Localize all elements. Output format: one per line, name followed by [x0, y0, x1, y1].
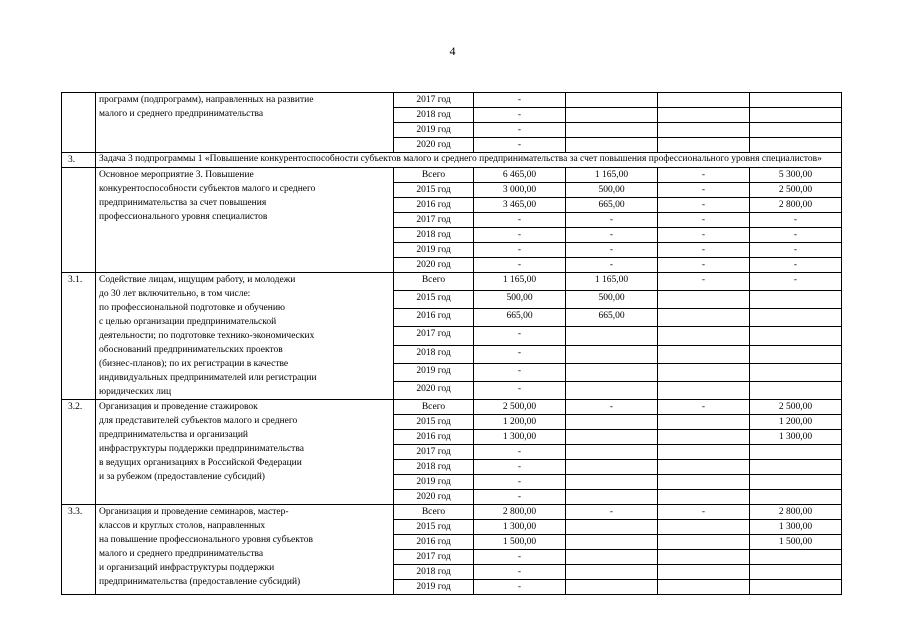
value-cell: [750, 345, 842, 363]
description-line: Организация и проведение семинаров, мастер-: [99, 507, 289, 517]
total-cell: 665,00: [474, 309, 566, 327]
value-cell: 665,00: [566, 198, 658, 213]
description-line: на повышение профессионального уровня субъектов: [99, 535, 313, 545]
value-cell: -: [750, 228, 842, 243]
value-cell: [658, 520, 750, 535]
value-cell: [566, 327, 658, 345]
description-line: предпринимательства и организаций: [99, 430, 248, 440]
total-cell: 1 300,00: [474, 430, 566, 445]
description-line: (бизнес-планов); по их регистрации в качестве: [99, 359, 289, 369]
row-description: [96, 400, 394, 505]
row-description: [96, 505, 394, 595]
year-cell: 2020 год: [394, 381, 474, 399]
year-cell: 2015 год: [394, 520, 474, 535]
description-line: Организация и проведение стажировок: [99, 402, 258, 412]
year-cell: 2017 год: [394, 327, 474, 345]
year-cell: 2019 год: [394, 243, 474, 258]
value-cell: [566, 535, 658, 550]
row-description: [96, 93, 394, 153]
year-cell: 2017 год: [394, 445, 474, 460]
value-cell: 1 300,00: [750, 520, 842, 535]
value-cell: [750, 363, 842, 381]
total-cell: 1 300,00: [474, 520, 566, 535]
value-cell: [658, 291, 750, 309]
value-cell: [658, 363, 750, 381]
description-line: Основное мероприятие 3. Повышение: [99, 170, 254, 180]
description-line: обоснований предпринимательских проектов: [99, 345, 283, 355]
value-cell: [658, 123, 750, 138]
value-cell: [658, 445, 750, 460]
total-cell: 500,00: [474, 291, 566, 309]
description-line: программ (подпрограмм), направленных на развитие: [99, 95, 314, 105]
total-cell: -: [474, 475, 566, 490]
value-cell: [658, 490, 750, 505]
description-line: Содействие лицам, ищущим работу, и молодежи: [99, 275, 296, 285]
value-cell: [658, 309, 750, 327]
description-line: и организаций инфраструктуры поддержки: [99, 563, 275, 573]
total-cell: -: [474, 93, 566, 108]
value-cell: [750, 327, 842, 345]
total-cell: -: [474, 258, 566, 273]
total-cell: -: [474, 228, 566, 243]
value-cell: 1 165,00: [566, 168, 658, 183]
value-cell: [658, 550, 750, 565]
value-cell: [658, 415, 750, 430]
year-cell: 2020 год: [394, 258, 474, 273]
value-cell: [658, 345, 750, 363]
total-cell: 1 165,00: [474, 273, 566, 291]
value-cell: -: [658, 228, 750, 243]
value-cell: [750, 309, 842, 327]
value-cell: -: [658, 213, 750, 228]
table-row: [62, 273, 842, 291]
description-line: с целью организации предпринимательской: [99, 317, 277, 327]
year-cell: 2019 год: [394, 475, 474, 490]
year-cell: 2020 год: [394, 138, 474, 153]
value-cell: [566, 381, 658, 399]
total-cell: 3 465,00: [474, 198, 566, 213]
value-cell: 2 800,00: [750, 198, 842, 213]
year-cell: 2015 год: [394, 415, 474, 430]
year-cell: 2017 год: [394, 213, 474, 228]
row-description: [96, 168, 394, 273]
table-row: [62, 400, 842, 415]
description-line: в ведущих организациях в Российской Федерации: [99, 458, 302, 468]
value-cell: [750, 108, 842, 123]
total-cell: -: [474, 123, 566, 138]
row-number: [62, 168, 96, 273]
value-cell: 2 500,00: [750, 183, 842, 198]
value-cell: [566, 430, 658, 445]
total-cell: 3 000,00: [474, 183, 566, 198]
value-cell: -: [658, 198, 750, 213]
value-cell: -: [566, 243, 658, 258]
value-cell: [566, 550, 658, 565]
total-cell: -: [474, 580, 566, 595]
total-cell: 2 500,00: [474, 400, 566, 415]
value-cell: 500,00: [566, 183, 658, 198]
value-cell: [658, 381, 750, 399]
value-cell: [566, 580, 658, 595]
year-cell: 2016 год: [394, 309, 474, 327]
total-cell: -: [474, 243, 566, 258]
year-cell: 2015 год: [394, 291, 474, 309]
value-cell: 1 300,00: [750, 430, 842, 445]
value-cell: -: [566, 213, 658, 228]
value-cell: -: [750, 243, 842, 258]
value-cell: [566, 138, 658, 153]
value-cell: 5 300,00: [750, 168, 842, 183]
value-cell: [750, 123, 842, 138]
total-cell: -: [474, 108, 566, 123]
year-cell: Всего: [394, 400, 474, 415]
description-line: инфраструктуры поддержки предпринимательства: [99, 444, 304, 454]
total-cell: -: [474, 345, 566, 363]
description-line: конкурентоспособности субъектов малого и среднего: [99, 184, 316, 194]
value-cell: [750, 445, 842, 460]
total-cell: -: [474, 213, 566, 228]
total-cell: -: [474, 381, 566, 399]
value-cell: -: [750, 273, 842, 291]
total-cell: -: [474, 363, 566, 381]
value-cell: [658, 93, 750, 108]
total-cell: -: [474, 327, 566, 345]
value-cell: [566, 345, 658, 363]
description-line: классов и круглых столов, направленных: [99, 521, 266, 531]
year-cell: 2020 год: [394, 490, 474, 505]
value-cell: -: [658, 258, 750, 273]
year-cell: 2016 год: [394, 198, 474, 213]
value-cell: [658, 580, 750, 595]
description-line: малого и среднего предпринимательства: [99, 549, 264, 559]
year-cell: 2018 год: [394, 565, 474, 580]
year-cell: 2016 год: [394, 535, 474, 550]
value-cell: [750, 291, 842, 309]
description-line: до 30 лет включительно, в том числе:: [99, 289, 251, 299]
total-cell: 6 465,00: [474, 168, 566, 183]
description-line: индивидуальных предпринимателей или регистрации: [99, 373, 317, 383]
value-cell: [750, 490, 842, 505]
year-cell: 2015 год: [394, 183, 474, 198]
description-line: предпринимательства за счет повышения: [99, 198, 267, 208]
value-cell: [750, 550, 842, 565]
value-cell: -: [658, 273, 750, 291]
value-cell: [750, 475, 842, 490]
row-number: 3.3.: [62, 505, 96, 595]
value-cell: -: [658, 183, 750, 198]
total-cell: 2 800,00: [474, 505, 566, 520]
value-cell: [566, 565, 658, 580]
value-cell: [750, 580, 842, 595]
page-number: 4: [449, 44, 456, 58]
value-cell: [658, 460, 750, 475]
description-line: предпринимательства (предоставление субсидий): [99, 577, 301, 587]
value-cell: 1 165,00: [566, 273, 658, 291]
value-cell: [750, 565, 842, 580]
year-cell: Всего: [394, 168, 474, 183]
year-cell: 2017 год: [394, 550, 474, 565]
year-cell: 2018 год: [394, 228, 474, 243]
description-line: малого и среднего предпринимательства: [99, 109, 264, 119]
value-cell: 2 500,00: [750, 400, 842, 415]
row-description: [96, 273, 394, 400]
table-row: [62, 93, 842, 108]
value-cell: -: [566, 505, 658, 520]
value-cell: -: [750, 213, 842, 228]
row-number: [62, 93, 96, 153]
value-cell: [566, 93, 658, 108]
row-number: 3.2.: [62, 400, 96, 505]
year-cell: 2018 год: [394, 108, 474, 123]
value-cell: 1 500,00: [750, 535, 842, 550]
table-row: [62, 168, 842, 183]
description-line: по профессиональной подготовке и обучению: [99, 303, 286, 313]
value-cell: [658, 108, 750, 123]
value-cell: 2 800,00: [750, 505, 842, 520]
total-cell: -: [474, 460, 566, 475]
value-cell: [750, 138, 842, 153]
value-cell: [658, 535, 750, 550]
value-cell: 1 200,00: [750, 415, 842, 430]
table-body: [62, 93, 842, 595]
total-cell: -: [474, 445, 566, 460]
year-cell: 2018 год: [394, 460, 474, 475]
value-cell: [750, 93, 842, 108]
value-cell: 500,00: [566, 291, 658, 309]
year-cell: Всего: [394, 505, 474, 520]
value-cell: [750, 460, 842, 475]
year-cell: Всего: [394, 273, 474, 291]
value-cell: [658, 138, 750, 153]
total-cell: -: [474, 565, 566, 580]
value-cell: -: [658, 168, 750, 183]
description-line: юридических лиц: [99, 387, 172, 397]
value-cell: [566, 460, 658, 475]
value-cell: [566, 363, 658, 381]
value-cell: -: [658, 243, 750, 258]
value-cell: [566, 445, 658, 460]
year-cell: 2017 год: [394, 93, 474, 108]
description-line: профессионального уровня специалистов: [99, 212, 268, 222]
value-cell: [566, 108, 658, 123]
value-cell: [658, 565, 750, 580]
total-cell: 1 200,00: [474, 415, 566, 430]
value-cell: [566, 415, 658, 430]
value-cell: 665,00: [566, 309, 658, 327]
year-cell: 2019 год: [394, 580, 474, 595]
value-cell: [658, 327, 750, 345]
value-cell: [566, 490, 658, 505]
value-cell: -: [566, 228, 658, 243]
value-cell: [566, 520, 658, 535]
row-number: 3.1.: [62, 273, 96, 400]
value-cell: -: [566, 400, 658, 415]
task-title: Задача 3 подпрограммы 1 «Повышение конкурентоспособности субъектов малого и среднего предпринимательства за счет повышения профессионального уровня специалистов»: [96, 153, 842, 168]
table-row: [62, 505, 842, 520]
value-cell: [658, 475, 750, 490]
total-cell: -: [474, 550, 566, 565]
total-cell: -: [474, 490, 566, 505]
task-number: 3.: [62, 153, 96, 168]
year-cell: 2016 год: [394, 430, 474, 445]
value-cell: [750, 381, 842, 399]
value-cell: -: [566, 258, 658, 273]
description-line: для представителей субъектов малого и среднего: [99, 416, 298, 426]
year-cell: 2019 год: [394, 123, 474, 138]
budget-table: [61, 92, 842, 595]
value-cell: -: [658, 400, 750, 415]
value-cell: -: [750, 258, 842, 273]
value-cell: -: [658, 505, 750, 520]
task-row: [62, 153, 842, 168]
year-cell: 2018 год: [394, 345, 474, 363]
value-cell: [566, 475, 658, 490]
value-cell: [658, 430, 750, 445]
description-line: и за рубежом (предоставление субсидий): [99, 472, 265, 482]
total-cell: 1 500,00: [474, 535, 566, 550]
value-cell: [566, 123, 658, 138]
year-cell: 2019 год: [394, 363, 474, 381]
total-cell: -: [474, 138, 566, 153]
description-line: деятельности; по подготовке технико-экономических: [99, 331, 315, 341]
